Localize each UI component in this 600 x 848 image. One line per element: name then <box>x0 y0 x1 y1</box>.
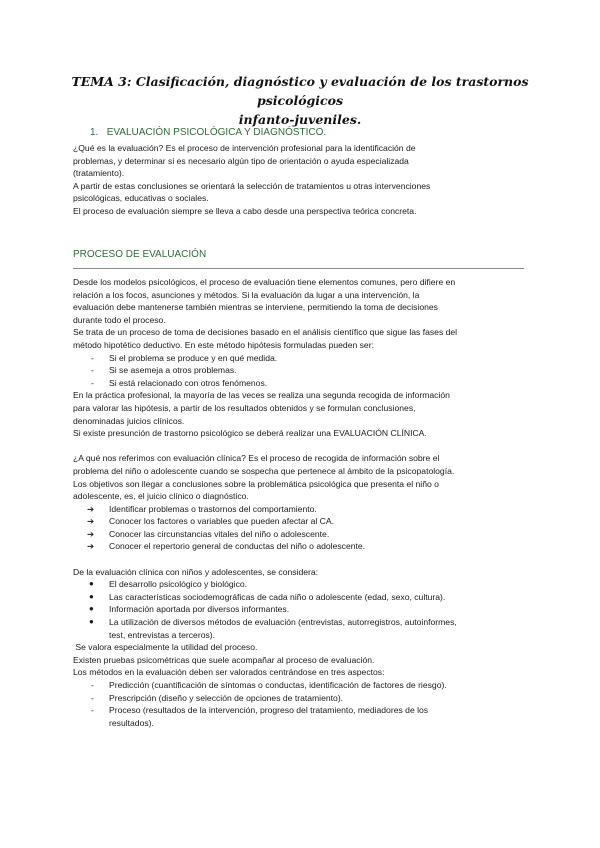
dash-marker: - <box>91 377 94 388</box>
paragraph-line: Existen pruebas psicométricas que suele acompañar al proceso de evaluación. <box>73 654 375 665</box>
section-heading-evaluacion <box>90 127 326 138</box>
paragraph-line: De la evaluación clínica con niños y adolescentes, se considera: <box>73 566 319 577</box>
considerations-list <box>73 578 533 641</box>
list-item: ➔ Conocer las circunstancias vitales del niño o adolescente. <box>87 528 330 539</box>
title-line-2: infanto-juveniles. <box>238 112 362 127</box>
dash-marker: - <box>91 692 94 703</box>
dash-marker: - <box>91 365 94 376</box>
paragraph-line: A partir de estas conclusiones se orientará la selección de tratamientos u otras intervenciones <box>73 180 431 191</box>
blank-line <box>73 553 533 566</box>
section1-body <box>73 142 533 218</box>
arrow-marker: ➔ <box>87 528 95 539</box>
dash-marker: - <box>91 705 94 716</box>
bullet-marker: ● <box>89 604 94 614</box>
aspects-list <box>73 679 533 729</box>
section-number: 1. <box>90 127 99 138</box>
list-item: ➔ Identificar problemas o trastornos del comportamiento. <box>87 503 317 514</box>
section-heading-text: EVALUACIÓN PSICOLÓGICA Y DIAGNÓSTICO. <box>106 127 327 138</box>
paragraph-line: Los métodos en la evaluación deben ser valorados centrándose en tres aspectos: <box>73 667 385 678</box>
paragraph-line: psicológicas, educativas o sociales. <box>73 193 209 204</box>
paragraph-line: método hipotético deductivo. En este método hipótesis formuladas pueden ser: <box>73 339 374 350</box>
section2-body <box>73 276 533 729</box>
paragraph-line: denominadas juicios clínicos. <box>73 415 185 426</box>
bullet-marker: ● <box>89 591 94 601</box>
paragraph-line: Si existe presunción de trastorno psicológico se deberá realizar una EVALUACIÓN CLÍNICA. <box>73 428 427 439</box>
paragraph-line: relación a los focos, asunciones y métodos. Si la evaluación da lugar a una intervención, la <box>73 289 420 300</box>
list-item: ➔ Conocer el repertorio general de conductas del niño o adolescente. <box>87 541 366 552</box>
heading-divider <box>73 268 524 269</box>
section-heading-proceso: PROCESO DE EVALUACIÓN <box>73 249 207 260</box>
arrow-marker: ➔ <box>87 516 95 527</box>
list-item: ● El desarrollo psicológico y biológico. <box>89 579 248 590</box>
list-item: ● La utilización de diversos métodos de evaluación (entrevistas, autorregistros, autoinformes, <box>89 617 457 628</box>
document-title <box>60 72 540 129</box>
arrow-marker: ➔ <box>87 541 95 552</box>
blank-line <box>73 440 533 453</box>
paragraph-line: evaluación debe mantenerse también mientras se interviene, permitiendo la toma de decisiones <box>73 302 438 313</box>
paragraph-line: ¿Qué es la evaluación? Es el proceso de intervención profesional para la identificación de <box>73 143 416 153</box>
paragraph-line: En la práctica profesional, la mayoría de las veces se realiza una segunda recogida de información <box>73 390 450 401</box>
dash-marker: - <box>91 352 94 363</box>
dash-marker: - <box>91 680 94 690</box>
list-item: - Si el problema se produce y en qué medida. <box>91 352 278 363</box>
list-item: ➔ Conocer los factores o variables que pueden afectar al CA. <box>87 516 334 527</box>
paragraph-line: Los objetivos son llegar a conclusiones sobre la problemática psicológica que presenta el niño o <box>73 478 439 489</box>
paragraph-line: Se valora especialmente la utilidad del proceso. <box>73 642 258 653</box>
list-item: - Proceso (resultados de la intervención, progreso del tratamiento, mediadores de los <box>91 705 429 716</box>
title-line-1: TEMA 3: Clasificación, diagnóstico y evaluación de los trastornos psicológicos <box>71 74 529 108</box>
list-item: - Prescripción (diseño y selección de opciones de tratamiento). <box>91 692 344 703</box>
paragraph-line: ¿A qué nos referimos con evaluación clínica? Es el proceso de recogida de información sobre el <box>73 453 440 464</box>
list-item: - Si se asemeja a otros problemas. <box>91 365 237 376</box>
list-item: ● Información aportada por diversos informantes. <box>89 604 290 615</box>
bullet-marker: ● <box>89 579 94 589</box>
paragraph-line: Se trata de un proceso de toma de decisiones basado en el análisis científico que sigue las fases del <box>73 327 458 338</box>
list-item: - Si está relacionado con otros fenómenos. <box>91 377 268 388</box>
list-item-continuation: test, entrevistas a terceros). <box>109 629 216 640</box>
list-item: - Predicción (cuantificación de síntomas o conductas, identificación de factores de riesgo). <box>91 680 447 690</box>
paragraph-line: El proceso de evaluación siempre se lleva a cabo desde una perspectiva teórica concreta. <box>73 205 417 216</box>
paragraph-line: para valorar las hipótesis, a partir de los resultados obtenidos y se formulan conclusiones, <box>73 402 416 413</box>
list-item: ● Las características sociodemográficas de cada niño o adolescente (edad, sexo, cultura). <box>89 591 446 602</box>
objectives-list <box>73 503 533 553</box>
hypotheses-list <box>73 352 533 390</box>
paragraph-line: Desde los modelos psicológicos, el proceso de evaluación tiene elementos comunes, pero difiere en <box>73 277 456 287</box>
list-item-continuation: resultados). <box>109 717 154 728</box>
paragraph-line: adolescente, es, el juicio clínico o diagnóstico. <box>73 491 249 502</box>
bullet-marker: ● <box>89 617 94 627</box>
arrow-marker: ➔ <box>87 503 95 514</box>
paragraph-line: problema del niño o adolescente cuando se sospecha que pertenece al ámbito de la psicopatología. <box>73 465 455 476</box>
paragraph-line: problemas, y determinar si es necesario algún tipo de orientación o ayuda especializada <box>73 155 409 166</box>
paragraph-line: (tratamiento). <box>73 168 125 179</box>
paragraph-line: durante todo el proceso. <box>73 314 166 325</box>
